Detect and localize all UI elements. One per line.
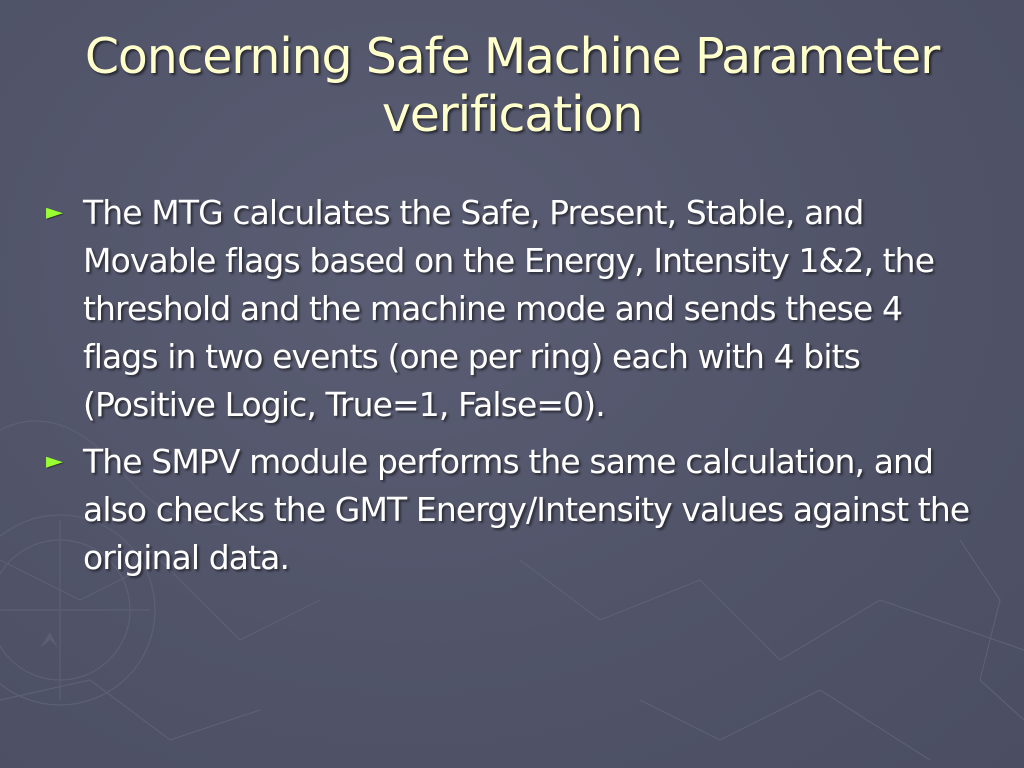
bullet-text: The MTG calculates the Safe, Present, Stable, and Movable flags based on the Energy, Intensity 1&2, the threshold and the machine mode and sends these 4 flags in two events (one per ring) each with 4 bits (Positive Logic, True=1, False=0).: [83, 193, 935, 424]
triangle-bullet-icon: ►: [46, 200, 63, 225]
bullet-item-smpv: [46, 438, 981, 582]
slide-title: [40, 28, 984, 144]
triangle-bullet-icon: ►: [46, 449, 63, 474]
bullet-text: The SMPV module performs the same calculation, and also checks the GMT Energy/Intensity values against the original data.: [83, 442, 970, 577]
title-line-1: Concerning Safe Machine Parameter: [84, 28, 940, 85]
compass-star-icon: [40, 632, 58, 648]
bullet-item-mtg: [46, 189, 981, 429]
bullet-list: [46, 189, 981, 591]
title-line-2: verification: [381, 86, 643, 143]
